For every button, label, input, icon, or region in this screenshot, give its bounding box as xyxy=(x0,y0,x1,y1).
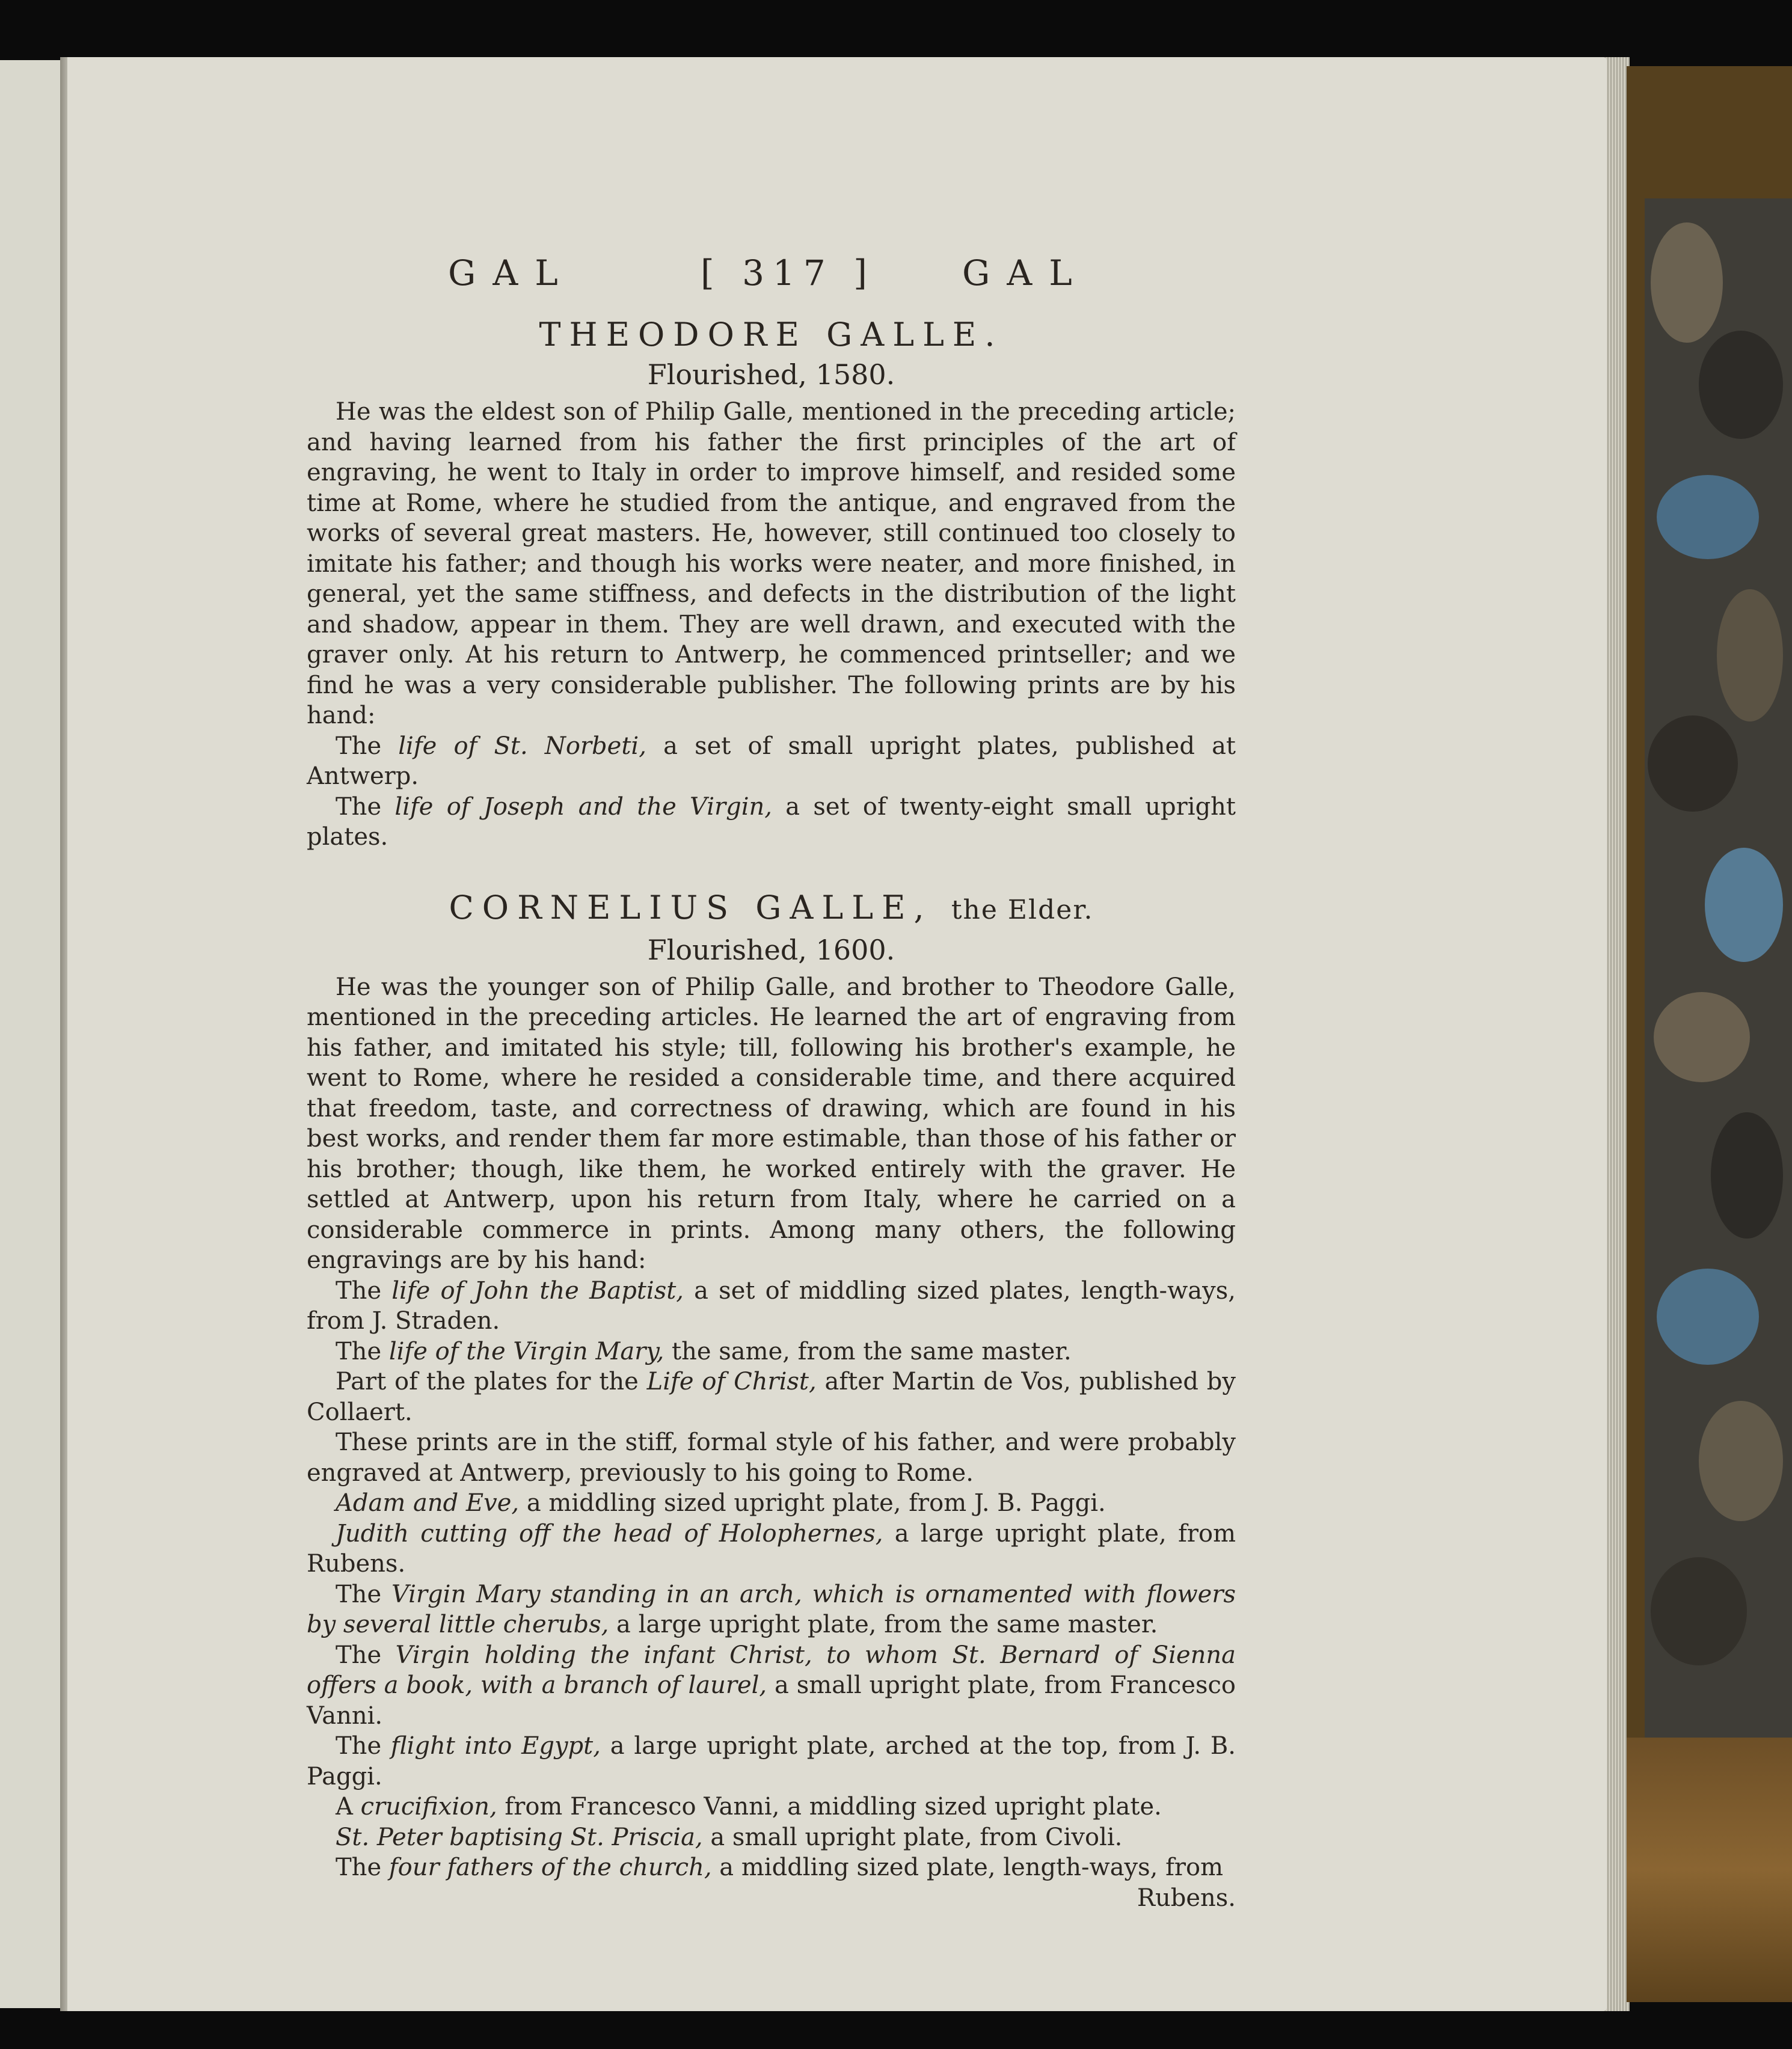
print-entry-text: The xyxy=(336,1641,396,1669)
print-entry-text: These prints are in the stiff, formal style of his father, and were probably engraved at Antwerp, previously to his going to Rome. xyxy=(307,1429,1236,1487)
print-entry xyxy=(307,1276,1236,1337)
section2-flourished: Flourished, 1600. xyxy=(647,933,895,966)
print-entry-text: The xyxy=(336,1276,392,1305)
section2-title-suffix: the Elder. xyxy=(951,894,1094,925)
page-text xyxy=(307,253,1236,1913)
print-entry-text: a middling sized plate, length-ways, from xyxy=(711,1854,1224,1881)
print-entry xyxy=(307,1519,1236,1579)
print-entry-text: a middling sized upright plate, from J. B. Paggi. xyxy=(519,1489,1106,1517)
print-entry-text: The xyxy=(336,1337,389,1365)
print-title: Life of Christ, xyxy=(646,1368,817,1395)
print-title: life of John the Baptist, xyxy=(391,1276,684,1305)
leather-spine-corner xyxy=(1627,1738,1792,2002)
print-entry-text: from Francesco Vanni, a middling sized upright plate. xyxy=(497,1793,1162,1821)
header-left: GAL xyxy=(448,253,575,293)
print-entry-text: The xyxy=(336,792,395,821)
print-entry xyxy=(307,731,1236,792)
print-title: four fathers of the church, xyxy=(388,1854,712,1881)
print-title: St. Peter baptising St. Priscia, xyxy=(336,1823,703,1851)
section1-print-list xyxy=(307,731,1236,853)
marbled-cover-paper xyxy=(1645,198,1792,1738)
section1-title: THEODORE GALLE. xyxy=(539,316,1004,354)
print-title: Adam and Eve, xyxy=(336,1489,520,1517)
print-entry xyxy=(307,1792,1236,1822)
print-entry-text: a set of small upright plates, published at Antwerp. xyxy=(307,732,1236,790)
section2-body: He was the younger son of Philip Galle, and brother to Theodore Galle, mentioned in the preceding articles. He learned the art of engraving from his father, and imitated his style; till, following his brother's example, he went to Rome, where he resided a considerable time, and there acquired that freedom, taste, and correctness of drawing, which are found in his best works, and render them far more estimable, than those of his father or his brother; though, like them, he worked entirely with the graver. He settled at Antwerp, upon his return from Italy, where he carried on a considerable commerce in prints. Among many others, the following engravings are by his hand: xyxy=(307,973,1236,1274)
header-right: GAL xyxy=(962,253,1089,293)
print-title: Virgin Mary standing in an arch, which is ornamented with flowers by several little cherubs, xyxy=(307,1580,1236,1638)
print-entry-text: a large upright plate, from Rubens. xyxy=(307,1519,1236,1578)
print-title: life of Joseph and the Virgin, xyxy=(394,792,772,821)
print-entry xyxy=(307,1427,1236,1488)
print-entry-text: The xyxy=(336,732,399,760)
page-number: [ 317 ] xyxy=(701,253,876,293)
print-entry xyxy=(307,1337,1236,1367)
print-entry-text: The xyxy=(336,1732,391,1760)
print-entry-text: The xyxy=(336,1580,391,1608)
print-entry-text: a small upright plate, from Civoli. xyxy=(702,1823,1123,1851)
print-title: flight into Egypt, xyxy=(390,1732,601,1760)
print-entry-text: a set of twenty-eight small upright plates. xyxy=(307,792,1236,851)
section2-print-list xyxy=(307,1276,1236,1883)
print-title: Judith cutting off the head of Holophernes, xyxy=(336,1519,883,1548)
section1-body: He was the eldest son of Philip Galle, mentioned in the preceding article; and having learned from his father the first principles of the art of engraving, he went to Italy in order to improve himself, and resided some time at Rome, where he studied from the antique, and engraved from the works of several great masters. He, however, still continued too closely to imitate his father; and though his works were neater, and more finished, in general, yet the same stiffness, and defects in the distribution of the light and shadow, appear in them. They are well drawn, and executed with the graver only. At his return to Antwerp, he commenced printseller; and we find he was a very considerable publisher. The following prints are by his hand: xyxy=(307,398,1236,729)
print-entry xyxy=(307,1640,1236,1732)
section2-title-name: CORNELIUS GALLE, xyxy=(449,888,933,926)
print-title: life of the Virgin Mary, xyxy=(388,1337,664,1365)
print-title: Virgin holding the infant Christ, to whom St. Bernard of Sienna offers a book, with a branch of laurel, xyxy=(307,1641,1236,1699)
print-entry xyxy=(307,1731,1236,1792)
catchword: Rubens. xyxy=(1137,1884,1236,1912)
section1-flourished: Flourished, 1580. xyxy=(647,358,895,391)
print-entry xyxy=(307,1579,1236,1640)
section2-title xyxy=(307,887,1236,931)
print-entry xyxy=(307,1852,1236,1883)
print-entry-text: after Martin de Vos, published by Collaert. xyxy=(307,1368,1236,1426)
print-entry-text: a large upright plate, arched at the top, from J. B. Paggi. xyxy=(307,1732,1236,1790)
print-entry-text: Part of the plates for the xyxy=(336,1368,647,1395)
print-entry-text: A xyxy=(336,1793,361,1821)
left-page-edge xyxy=(0,60,62,2008)
print-entry-text: a small upright plate, from Francesco Vanni. xyxy=(307,1671,1236,1730)
print-entry-text: the same, from the same master. xyxy=(664,1337,1072,1365)
print-title: life of St. Norbeti, xyxy=(398,732,646,760)
print-entry xyxy=(307,792,1236,853)
running-header xyxy=(307,253,1236,307)
print-entry xyxy=(307,1822,1236,1853)
print-entry xyxy=(307,1367,1236,1427)
print-title: crucifixion, xyxy=(360,1793,497,1821)
print-entry-text: The xyxy=(336,1854,389,1881)
print-entry-text: a set of middling sized plates, length-ways, from J. Straden. xyxy=(307,1276,1236,1335)
print-entry-text: a large upright plate, from the same master. xyxy=(609,1611,1158,1638)
print-entry xyxy=(307,1488,1236,1519)
